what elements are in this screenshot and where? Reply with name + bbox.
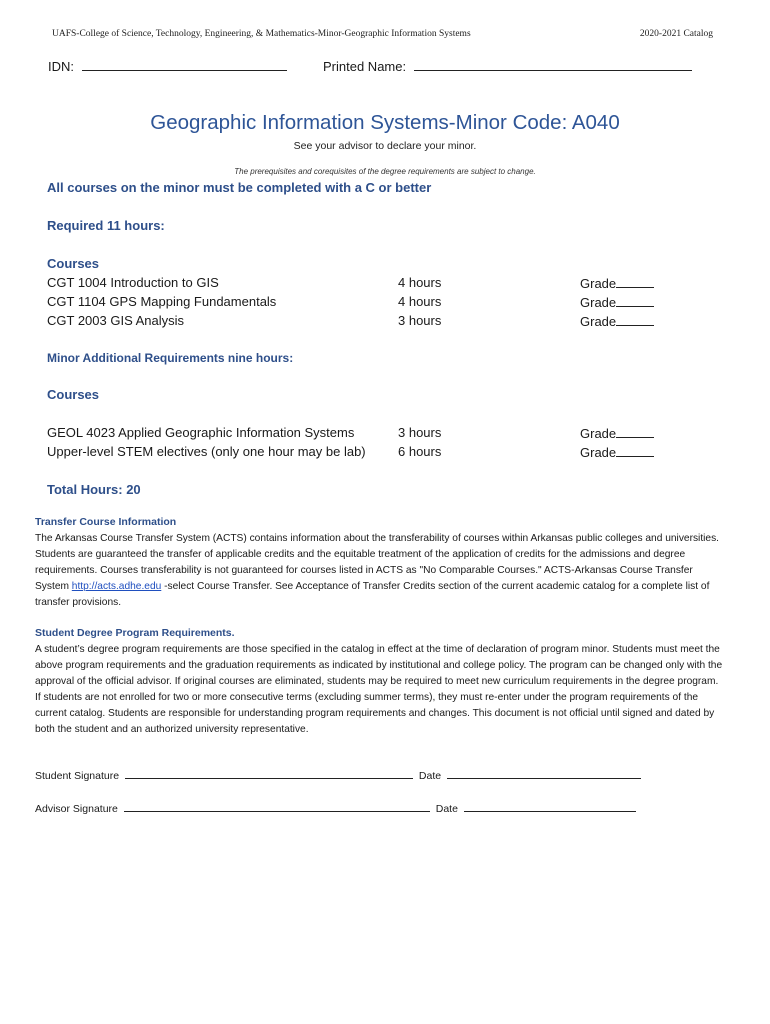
course-row: [47, 444, 617, 460]
course-hours: 3 hours: [398, 425, 442, 440]
required-heading: Required 11 hours:: [47, 218, 165, 233]
page-title: Geographic Information Systems-Minor Code: A040: [150, 111, 620, 134]
course-grade: [580, 313, 654, 329]
transfer-text-end: -select Course Transfer. See Acceptance of Transfer Credits section of the current academic catalog for a complete list of transfer provisions.: [35, 581, 710, 608]
idn-blank-line: [82, 58, 287, 71]
course-row: [47, 425, 617, 441]
printed-name-field: [323, 58, 692, 74]
total-hours: Total Hours: 20: [47, 482, 141, 497]
student-date-line: [447, 768, 641, 779]
course-name: CGT 2003 GIS Analysis: [47, 313, 185, 328]
header-right: 2020-2021 Catalog: [639, 29, 713, 39]
course-name: CGT 1104 GPS Mapping Fundamentals: [47, 294, 277, 309]
student-signature-line: [125, 768, 413, 779]
student-date-label: Date: [418, 770, 442, 782]
advisor-signature-line: [124, 801, 430, 812]
course-name: GEOL 4023 Applied Geographic Information Systems: [47, 425, 355, 440]
grade-rule: All courses on the minor must be completed with a C or better: [47, 180, 432, 195]
grade-blank-line: [616, 313, 654, 326]
transfer-heading: Transfer Course Information: [35, 516, 177, 528]
grade-blank-line: [616, 294, 654, 307]
grade-label: Grade: [580, 276, 617, 291]
course-hours: 4 hours: [398, 275, 442, 290]
course-hours: 4 hours: [398, 294, 442, 309]
prerequisites-note: The prerequisites and corequisites of the degree requirements are subject to change.: [234, 167, 536, 176]
course-hours: 3 hours: [398, 313, 442, 328]
transfer-text: The Arkansas Course Transfer System (ACTS) contains information about the transferability of courses within Arkansas public colleges and universities. Students are guaranteed the transfer of applicable credits and the equitable treatment of the application of credits for the admissions and degree requirements. Courses transferability is not guaranteed for courses listed in ACTS as "No Comparable Courses." ACTS-Arkansas Course Transfer System: [35, 533, 720, 592]
acts-link[interactable]: http://acts.adhe.edu: [71, 581, 162, 592]
advisor-signature-label: Advisor Signature: [35, 803, 118, 815]
course-hours: 6 hours: [398, 444, 442, 459]
grade-blank-line: [616, 275, 654, 288]
printed-name-label: Printed Name:: [323, 59, 407, 74]
advisor-date-label: Date: [435, 803, 458, 815]
course-grade: [580, 444, 654, 460]
grade-label: Grade: [580, 314, 617, 329]
additional-heading: Minor Additional Requirements nine hours:: [47, 351, 294, 365]
degree-paragraph: A student’s degree program requirements are those specified in the catalog in effect at the time of declaration of program minor. Students must meet the above program requirements and the graduation requirements as indicated by institutional and college policy. The program can be changed only with the approval of the official advisor. If original courses are eliminated, students may be required to meet new curriculum requirements in the degree program. If students are not enrolled for two or more consecutive terms (excluding summer terms), they must re-enter under the program requirements of the current catalog. Students are responsible for understanding program requirements and changes. This document is not official until signed and dated by both the student and an authorized university representative.: [35, 644, 723, 735]
idn-field: [48, 58, 287, 74]
grade-blank-line: [616, 425, 654, 438]
grade-label: Grade: [580, 295, 617, 310]
printed-name-blank-line: [414, 58, 692, 71]
degree-heading: Student Degree Program Requirements.: [35, 627, 235, 639]
advisor-date-line: [464, 801, 636, 812]
header-left: UAFS-College of Science, Technology, Engineering, & Mathematics-Minor-Geographic Information Systems: [52, 29, 471, 39]
student-signature-label: Student Signature: [35, 770, 120, 782]
additional-courses-heading: Courses: [47, 387, 100, 402]
page-subtitle: See your advisor to declare your minor.: [293, 140, 477, 152]
course-row: [47, 275, 617, 291]
course-grade: [580, 425, 654, 441]
idn-label: IDN:: [48, 59, 74, 74]
required-courses-heading: Courses: [47, 256, 100, 271]
course-name: CGT 1004 Introduction to GIS: [47, 275, 219, 290]
transfer-paragraph: [35, 531, 725, 611]
student-signature-field: [35, 768, 641, 782]
course-grade: [580, 294, 654, 310]
grade-label: Grade: [580, 426, 617, 441]
course-grade: [580, 275, 654, 291]
course-row: [47, 313, 617, 329]
advisor-signature-field: [35, 801, 636, 815]
course-row: [47, 294, 617, 310]
grade-blank-line: [616, 444, 654, 457]
course-name: Upper-level STEM electives (only one hour may be lab): [47, 444, 366, 459]
grade-label: Grade: [580, 445, 617, 460]
